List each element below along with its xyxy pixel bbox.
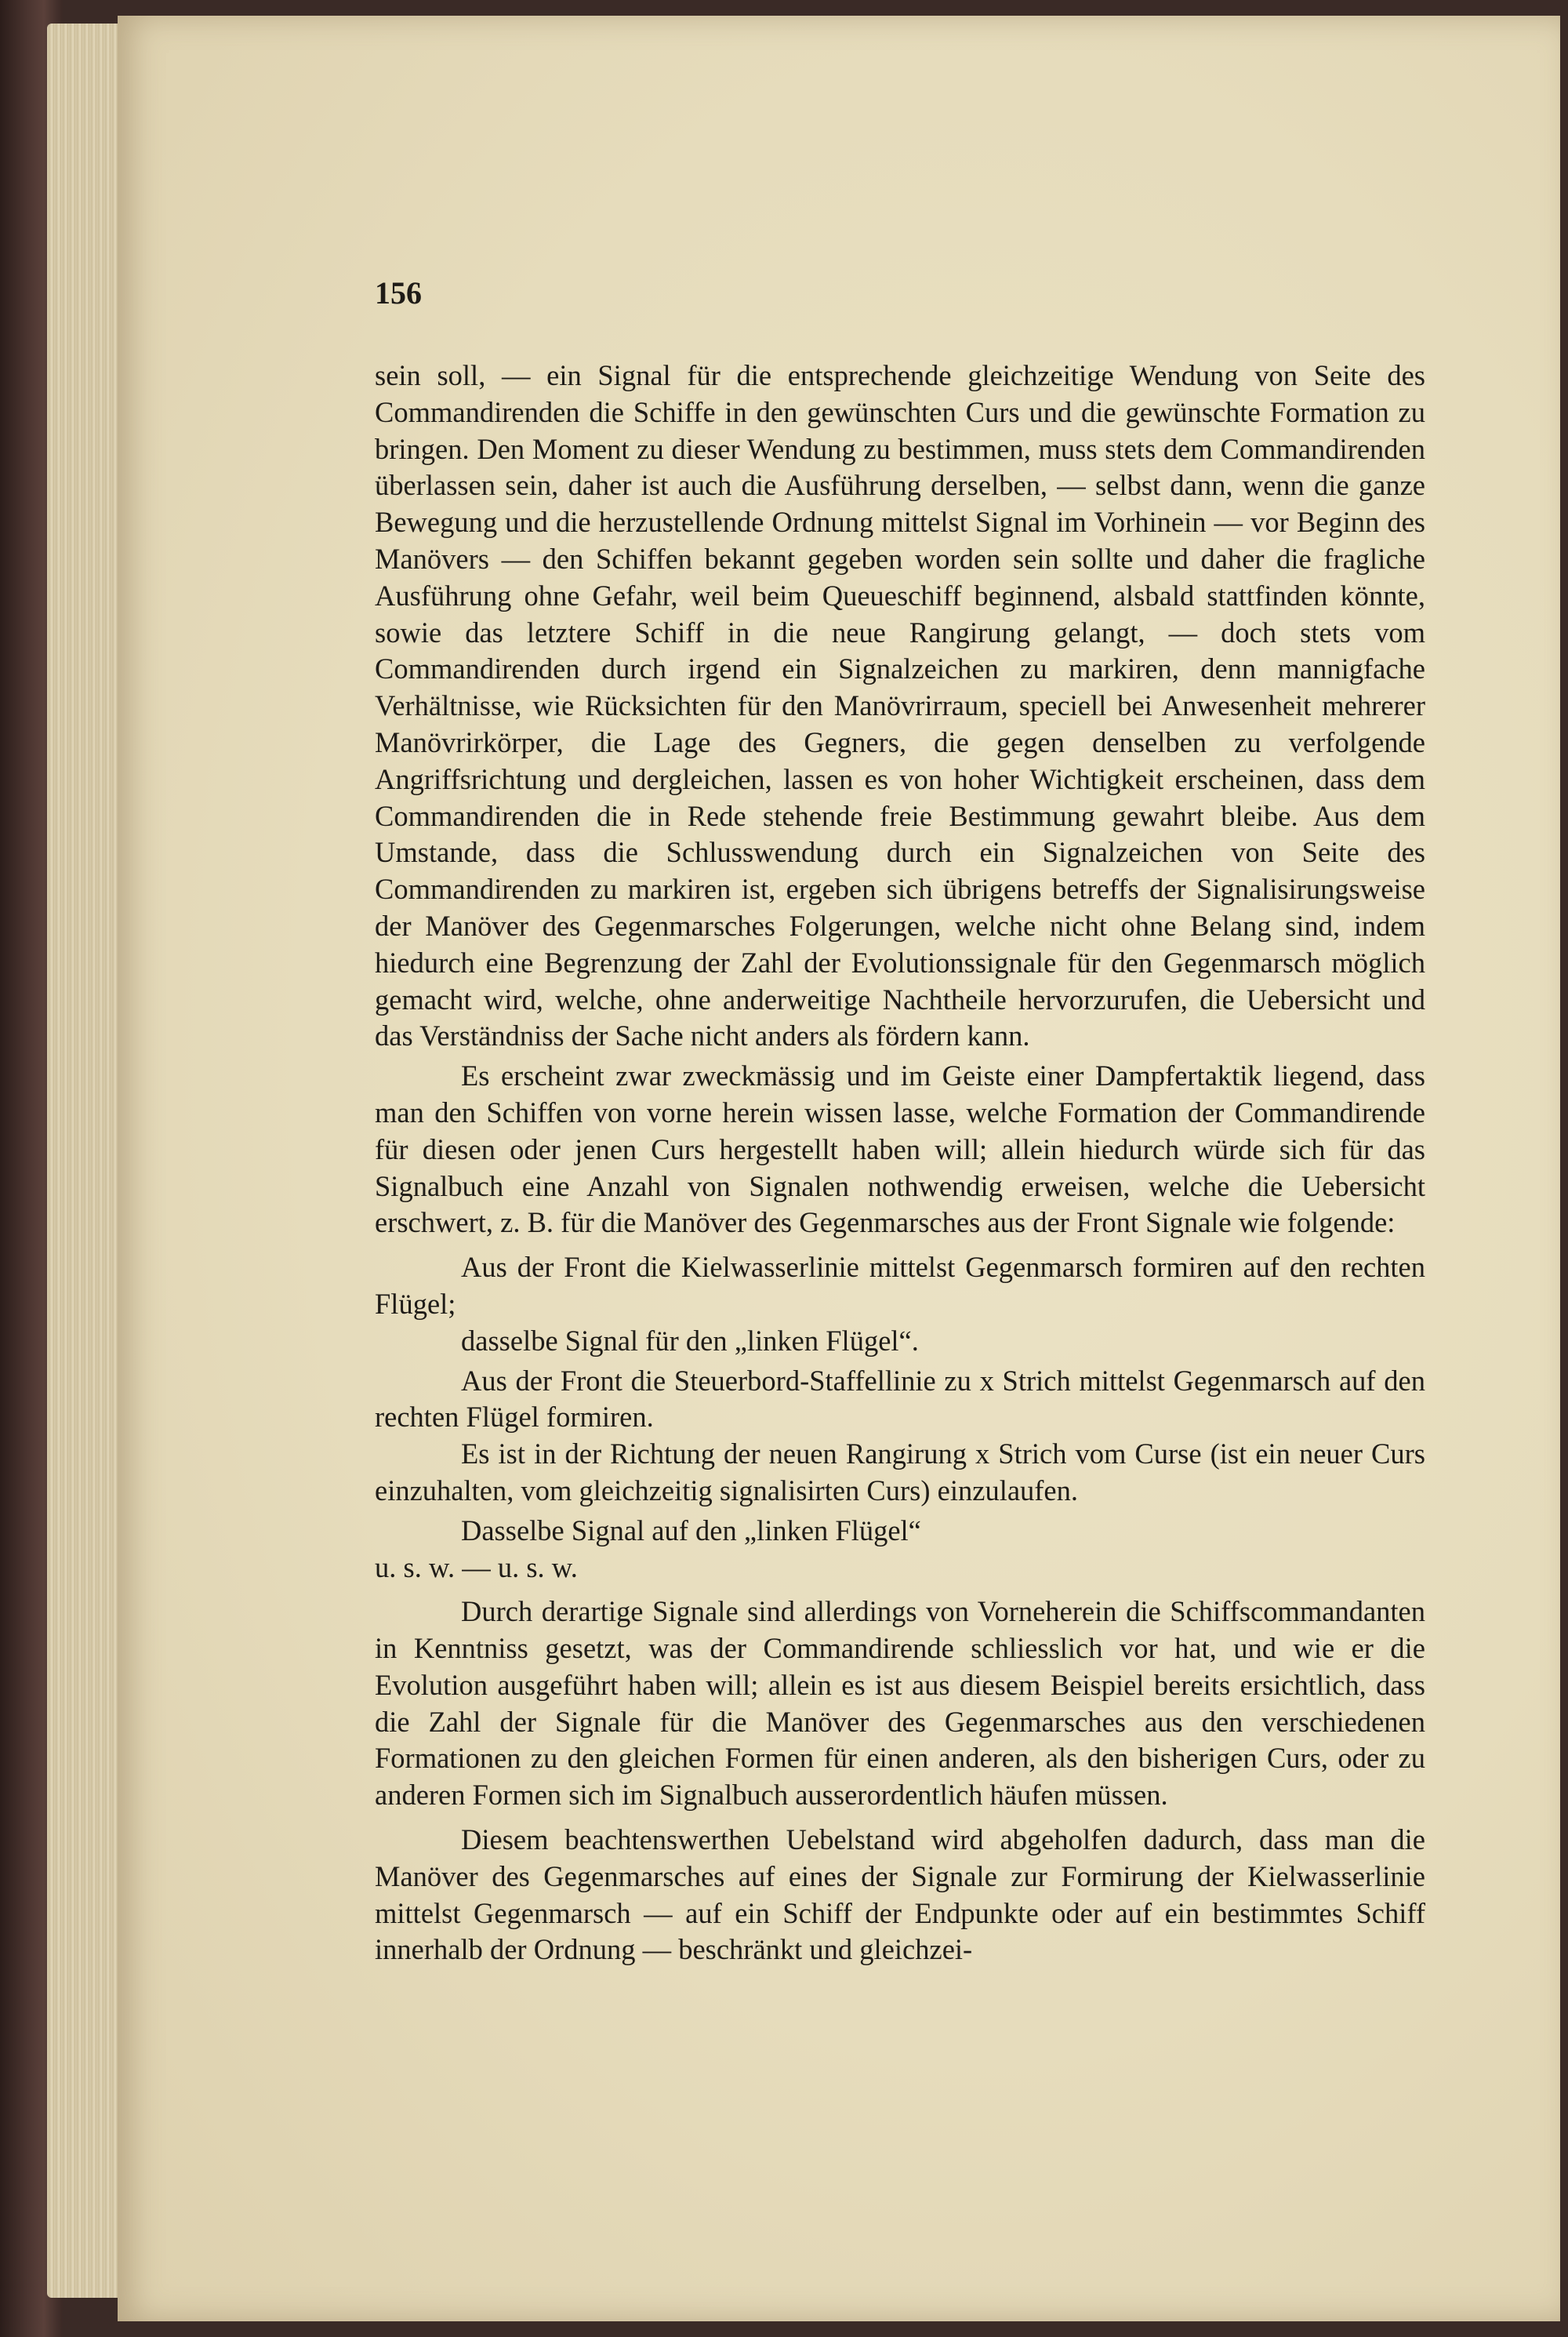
example-etc: u. s. w. — u. s. w. (375, 1550, 578, 1583)
example-signal-4: Dasselbe Signal auf den „linken Flügel“ (461, 1514, 921, 1546)
example-signal-1: Aus der Front die Kielwasserlinie mittelst Gegenmarsch formiren auf den rechten Flügel; (375, 1251, 1425, 1320)
page-body (375, 358, 1425, 1968)
page-number: 156 (375, 275, 422, 311)
paragraph-4: Diesem beachtenswerthen Uebelstand wird abgeholfen dadurch, dass man die Manöver des Gegenmarsches auf eines der Signale zur Formirung der Kielwasserlinie mittelst Gegenmarsch — auf ein Schiff der Endpunkte oder auf ein bestimmtes Schiff innerhalb der Ordnung — beschränkt und gleichzei- (375, 1823, 1425, 1966)
example-signal-3: Es ist in der Richtung der neuen Rangirung x Strich vom Curse (ist ein neuer Curs einzuhalten, vom gleichzeitig signalisirten Curs) einzulaufen. (375, 1437, 1425, 1507)
paragraph-3: Durch derartige Signale sind allerdings von Vorneherein die Schiffscommandanten in Kenntniss gesetzt, was der Commandirende schliesslich vor hat, und wie er die Evolution ausgeführt haben will; allein es ist aus diesem Beispiel bereits ersichtlich, dass die Zahl der Signale für die Manöver des Gegenmarsches aus den verschiedenen Formationen zu den gleichen Formen für einen anderen, als den bisherigen Curs, oder zu anderen Formen sich im Signalbuch ausserordentlich häufen müssen. (375, 1595, 1425, 1812)
example-signal-1b: dasselbe Signal für den „linken Flügel“. (461, 1324, 919, 1357)
paragraph-2: Es erscheint zwar zweckmässig und im Geiste einer Dampfertaktik liegend, dass man den Schiffen von vorne herein wissen lasse, welche Formation der Commandirende für diesen oder jenen Curs hergestellt haben will; allein hiedurch würde sich für das Signalbuch eine Anzahl von Signalen nothwendig erweisen, welche die Uebersicht erschwert, z. B. für die Manöver des Gegenmarsches aus der Front Signale wie folgende: (375, 1059, 1425, 1239)
example-signal-2: Aus der Front die Steuerbord-Staffellinie zu x Strich mittelst Gegenmarsch auf den rechten Flügel formiren. (375, 1364, 1425, 1434)
paragraph-1: sein soll, — ein Signal für die entsprechende gleichzeitige Wendung von Seite des Commandirenden die Schiffe in den gewünschten Curs und die gewünschte Formation zu bringen. Den Moment zu dieser Wendung zu bestimmen, muss stets dem Commandirenden überlassen sein, daher ist auch die Ausführung derselben, — selbst dann, wenn die ganze Bewegung und die herzustellende Ordnung mittelst Signal im Vorhinein — vor Beginn des Manövers — den Schiffen bekannt gegeben worden sein sollte und daher die fragliche Ausführung ohne Gefahr, weil beim Queueschiff beginnend, alsbald stattfinden könnte, sowie das letztere Schiff in die neue Rangirung gelangt, — doch stets vom Commandirenden durch irgend ein Signalzeichen zu markiren, denn mannigfache Verhältnisse, wie Rücksichten für den Manövrirraum, speciell bei Anwesenheit mehrerer Manövrirkörper, die Lage des Gegners, die gegen denselben zu verfolgende Angriffsrichtung und dergleichen, lassen es von hoher Wichtigkeit erscheinen, dass dem Commandirenden die in Rede stehende freie Bestimmung gewahrt bleibe. Aus dem Umstande, dass die Schlusswendung durch ein Signalzeichen von Seite des Commandirenden zu markiren ist, ergeben sich übrigens betreffs der Signalisirungsweise der Manöver des Gegenmarsches Folgerungen, welche nicht ohne Belang sind, indem hiedurch eine Begrenzung der Zahl der Evolutionssignale für den Gegenmarsch möglich gemacht wird, welche, ohne anderweitige Nachtheile hervorzurufen, die Uebersicht und das Verständniss der Sache nicht anders als fördern kann. (375, 359, 1425, 1052)
